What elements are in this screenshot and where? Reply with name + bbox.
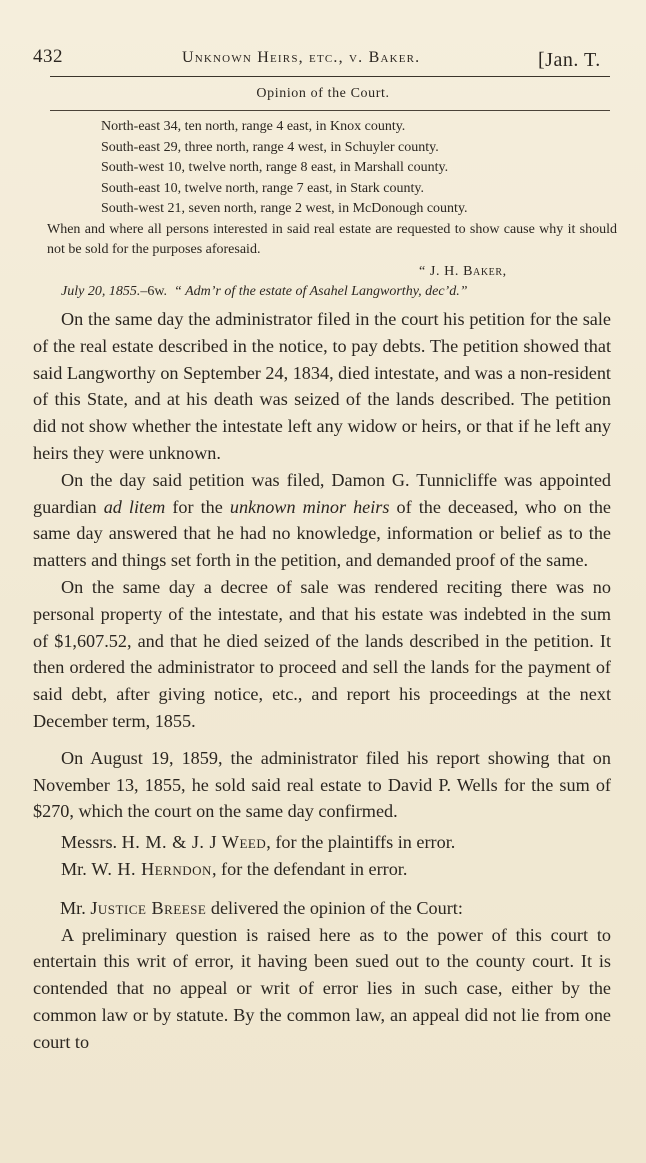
opinion-intro [33,895,611,922]
paragraph: On the same day the administrator filed in the court his petition for the sale of the real estate described in the notice, to pay debts. The petition showed that said Langworthy on September 24, 1834, died intestate, and was a non-resident of this State, and at his death was seized of the lands described. The petition did not show whether the intestate left any widow or heirs, or that if he left any heirs they were unknown. [33,309,611,463]
subheading-rule [50,110,610,111]
signature-name: “ J. H. Baker, [419,263,507,279]
italic-run: unknown minor heirs [229,496,390,517]
paragraph: A preliminary question is raised here as to the power of this court to entertain this writ of error, it having been sued out to the county court. It is contended that no appeal or writ of error lies in such case, either by the common law or by statute. By the common law, an appeal did not lie from one court to [33,924,611,1052]
text-run: of the deceased, who on the same day answered that he had no knowledge, information or belief as to the matters and things set forth in the petition, and demanded proof of the same. [33,496,611,571]
spacer [33,883,611,895]
tract-line: South-east 10, twelve north, range 7 east, in Stark county. [101,180,424,196]
italic-run: ad litem [103,496,166,517]
section-subheading: Opinion of the Court. [256,86,390,101]
counsel-name: H. M. & J. J Weed [121,832,267,853]
text-run: Mr. [61,858,92,879]
text-run: delivered the opinion of the Court: [206,897,463,918]
term-label: [Jan. T. [538,49,601,71]
counsel-defendant [33,856,611,883]
counsel-plaintiffs [33,829,611,856]
paragraph: On the same day a decree of sale was rendered reciting there was no personal property of the intestate, and that his estate was indebted in the sum of $1,607.52, and that he died seized of the lands described in the petition. It then ordered the administrator to proceed and sell the lands for the payment of said debt, after giving notice, etc., and report his proceedings at the next December term, 1855. [33,576,611,731]
tract-line: South-west 10, twelve north, range 8 east, in Marshall county. [101,160,449,175]
counsel-name: W. H. Herndon [91,858,212,879]
tract-line: North-east 34, ten north, range 4 east, in Knox county. [101,119,406,134]
justice-name: Justice Breese [90,897,207,918]
tract-line: South-east 29, three north, range 4 west, in Schuyler county. [101,139,439,155]
text-run: Mr. [60,897,91,918]
administrator-title: “ Adm’r of the estate of Asahel Langworthy, dec’d.” [174,284,468,299]
notice-date-line [47,282,617,303]
sale-notice [47,117,617,303]
running-head [30,46,620,84]
running-title: Unknown Heirs, etc., v. Baker. [182,49,421,66]
paragraph [33,467,611,574]
tract-line: South-west 21, seven north, range 2 west, in McDonough county. [101,201,468,216]
body-text [33,306,611,1056]
text-run: , for the plaintiffs in error. [266,832,456,853]
notice-date: July 20, 1855. [61,284,141,299]
text-run: , for the defendant in error. [211,858,408,879]
page-number: 432 [33,46,63,67]
notice-signature [47,262,617,283]
notice-request: When and where all persons interested in said real estate are requested to show cause why it should not be sold for the purposes aforesaid. [47,221,617,257]
text-run: On the day said petition was filed, Damon G. Tunnicliffe was appointed guardian [33,469,611,517]
notice-date-suffix: –6w. [140,284,168,299]
header-rule [50,76,610,77]
paragraph: On August 19, 1859, the administrator filed his report showing that on November 13, 1855, he sold said real estate to David P. Wells for the sum of $270, which the court on the same day confirmed. [33,747,611,822]
text-run: Messrs. [61,832,122,853]
text-run: for the [165,496,230,517]
